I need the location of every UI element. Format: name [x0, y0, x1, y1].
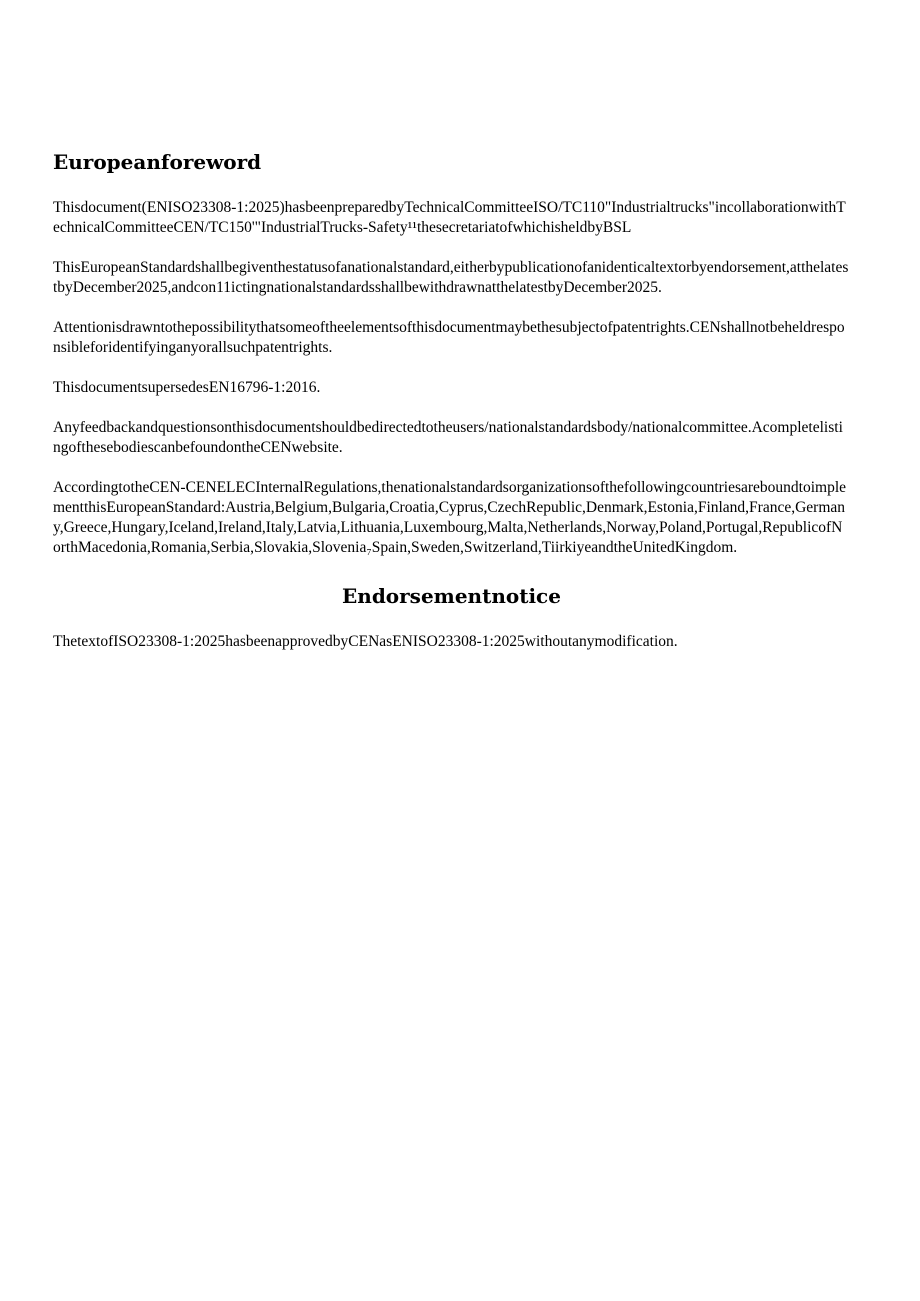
foreword-paragraph-patents: Attentionisdrawntothepossibilitythatsomeoftheelementsofthisdocumentmaybethesubjectofpatentrights.CENshallnotbeheldresponsibleforidentifyinganyorallsuchpatentrights.: [53, 319, 845, 356]
foreword-heading: Europeanforeword: [53, 150, 262, 174]
foreword-paragraph-countries: AccordingtotheCEN-CENELECInternalRegulations,thenationalstandardsorganizationsofthefollowingcountriesareboundtoimplementthisEuropeanStandard:Austria,Belgium,Bulgaria,Croatia,Cyprus,CzechRepublic,Denmark,Estonia,Finland,France,Germany,Greece,Hungary,Iceland,Ireland,Italy,Latvia,Lithuania,Luxembourg,Malta,Netherlands,Norway,Poland,Portugal,RepublicofNorthMacedonia,Romania,Serbia,Slovakia,Slovenia₇Spain,Sweden,Switzerland,TiirkiyeandtheUnitedKingdom.: [53, 479, 847, 556]
foreword-paragraph-supersedes: ThisdocumentsupersedesEN16796-1:2016.: [53, 379, 321, 396]
foreword-paragraph-status: ThisEuropeanStandardshallbegiventhestatusofanationalstandard,eitherbypublicationofanidenticaltextorbyendorsement,atthelatestbyDecember2025,andcon11ictingnationalstandardsshallbewithdrawnatthelatestbyDecember2025.: [53, 259, 849, 296]
endorsement-paragraph: ThetextofISO23308-1:2025hasbeenapprovedbyCENasENISO23308-1:2025withoutanymodification.: [53, 633, 678, 650]
endorsement-heading: Endorsementnotice: [342, 584, 561, 608]
foreword-paragraph-preparation: Thisdocument(ENISO23308-1:2025)hasbeenpreparedbyTechnicalCommitteeISO/TC110"Industrialtrucks"incollaborationwithTechnicalCommitteeCEN/TC150'"IndustrialTrucks-Safety¹¹thesecretariatofwhichisheldbyBSL: [53, 199, 846, 236]
foreword-paragraph-feedback: Anyfeedbackandquestionsonthisdocumentshouldbedirectedtotheusers/nationalstandardsbody/nationalcommittee.AcompletelistingofthesebodiescanbefoundontheCENwebsite.: [53, 419, 843, 456]
